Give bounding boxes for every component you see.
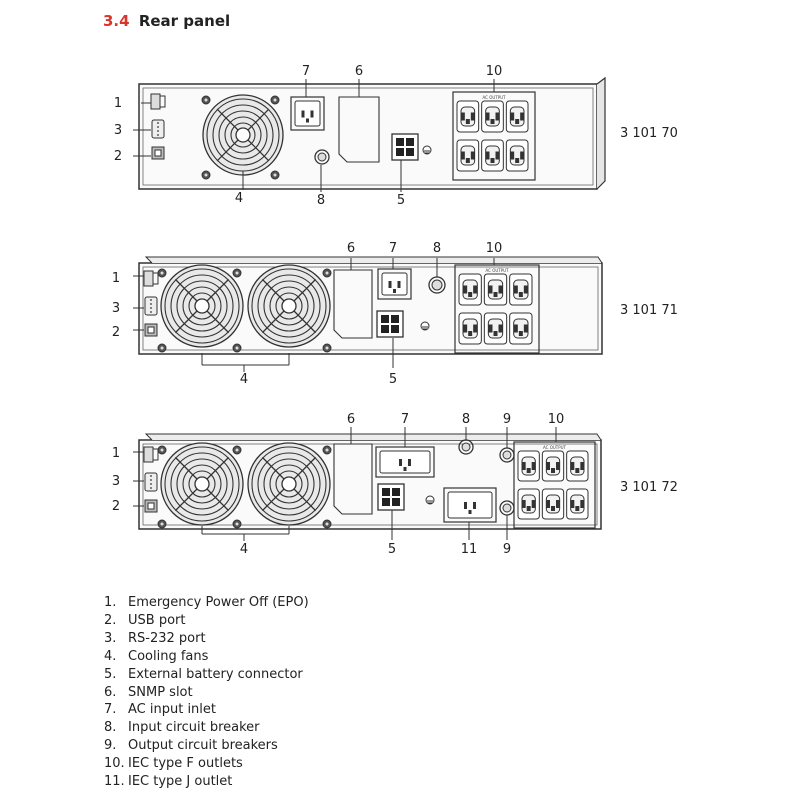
callout-number: 10 [547, 412, 565, 427]
cooling-fan-icon [248, 265, 330, 347]
screw-icon [202, 96, 210, 104]
screw-icon [202, 171, 210, 179]
iec-outlet-icon [506, 140, 528, 171]
iec-outlet-icon [510, 274, 532, 305]
callout-number: 6 [346, 241, 356, 256]
callout-number: 8 [432, 241, 442, 256]
snmp-slot-icon [334, 270, 372, 338]
legend-label: Output circuit breakers [128, 738, 278, 754]
iec-outlet-icon [567, 489, 588, 519]
callout-number: 8 [461, 412, 471, 427]
callout-number: 11 [460, 542, 478, 557]
chassis-top [146, 257, 602, 263]
chassis-side [597, 78, 605, 189]
legend-number: 10. [104, 756, 125, 772]
legend-label: External battery connector [128, 666, 303, 682]
legend-item [104, 666, 309, 684]
callout-number: 4 [239, 372, 249, 387]
iec-outlet-icon [518, 451, 539, 481]
cooling-fan-icon [248, 443, 330, 525]
ac-inlet-icon [291, 97, 324, 130]
model-number: 3 101 72 [620, 480, 678, 495]
legend-item [104, 755, 309, 773]
rs232-port-icon [145, 473, 157, 491]
cooling-fan-icon [161, 265, 243, 347]
iec-outlet-icon [484, 274, 506, 305]
callout-number: 1 [111, 271, 121, 286]
legend-label: RS-232 port [128, 630, 206, 646]
legend-item [104, 719, 309, 737]
legend-label: Input circuit breaker [128, 720, 260, 736]
callout-number: 7 [400, 412, 410, 427]
legend-item [104, 701, 309, 719]
chassis-top [146, 434, 601, 440]
callout-number: 4 [234, 191, 244, 206]
legend-number: 3. [104, 630, 117, 646]
legend-number: 6. [104, 684, 117, 700]
legend-label: IEC type J outlet [128, 774, 233, 790]
legend-item [104, 737, 309, 755]
legend-label: AC input inlet [128, 702, 217, 718]
rs232-port-icon [152, 120, 164, 138]
rs232-port-icon [145, 297, 157, 315]
outlet-bank-caption: AC OUTPUT [485, 268, 509, 273]
usb-port-icon [152, 147, 164, 159]
battery-connector-icon [377, 311, 403, 337]
legend-number: 8. [104, 720, 117, 736]
callout-number: 3 [111, 301, 121, 316]
callout-number: 10 [485, 64, 503, 79]
iec-outlet-icon [567, 451, 588, 481]
legend-item [104, 773, 309, 791]
legend-item [104, 684, 309, 702]
model-number: 3 101 70 [620, 126, 678, 141]
screw-icon [323, 344, 331, 352]
callout-number: 6 [346, 412, 356, 427]
battery-connector-icon [392, 134, 418, 160]
cooling-fan-icon [161, 443, 243, 525]
screw-icon [233, 269, 241, 277]
usb-port-icon [145, 500, 157, 512]
callout-number: 6 [354, 64, 364, 79]
legend-label: IEC type F outlets [128, 756, 243, 772]
battery-connector-icon [378, 484, 404, 510]
screw-icon [323, 520, 331, 528]
panel-3-101-70 [133, 78, 605, 192]
iec-outlet-icon [482, 101, 504, 132]
callout-number: 4 [239, 542, 249, 557]
callout-number: 7 [388, 241, 398, 256]
snmp-slot-icon [339, 97, 379, 162]
callout-number: 3 [113, 123, 123, 138]
callout-number: 5 [396, 193, 406, 208]
legend-number: 7. [104, 702, 117, 718]
cooling-fan-icon [203, 95, 283, 175]
iec-outlet-icon [506, 101, 528, 132]
legend-number: 1. [104, 595, 117, 610]
callout-number: 5 [388, 372, 398, 387]
iec-outlet-icon [510, 313, 532, 344]
screw-icon [323, 446, 331, 454]
legend-number: 9. [104, 738, 117, 754]
iec-outlet-icon [542, 451, 563, 481]
iec-outlet-icon [457, 140, 479, 171]
callout-number: 10 [485, 241, 503, 256]
callout-number: 2 [113, 149, 123, 164]
screw-icon [233, 446, 241, 454]
legend-label: USB port [128, 612, 186, 628]
section-title: Rear panel [138, 12, 231, 30]
outlet-bank-caption: AC OUTPUT [482, 95, 506, 100]
legend-label: SNMP slot [128, 684, 193, 700]
callout-number: 5 [387, 542, 397, 557]
legend-item [104, 612, 309, 630]
screw-icon [271, 96, 279, 104]
callout-number: 2 [111, 499, 121, 514]
iec-outlet-icon [518, 489, 539, 519]
callout-number: 9 [502, 542, 512, 557]
legend-number: 5. [104, 666, 117, 682]
legend-number: 11. [104, 774, 125, 790]
ac-inlet-icon [444, 488, 496, 522]
callout-number: 1 [111, 446, 121, 461]
section-number: 3.4 [103, 12, 130, 30]
screw-icon [233, 344, 241, 352]
legend-label: Emergency Power Off (EPO) [128, 595, 309, 610]
legend-item [104, 648, 309, 666]
ac-inlet-icon [376, 447, 434, 477]
screw-icon [271, 171, 279, 179]
callout-number: 2 [111, 325, 121, 340]
iec-outlet-icon [459, 274, 481, 305]
callout-number: 9 [502, 412, 512, 427]
iec-outlet-icon [459, 313, 481, 344]
iec-outlet-icon [482, 140, 504, 171]
component-legend [104, 594, 309, 791]
outlet-bank-caption: AC OUTPUT [542, 445, 567, 450]
screw-icon [233, 520, 241, 528]
iec-outlet-icon [484, 313, 506, 344]
callout-number: 3 [111, 474, 121, 489]
screw-icon [158, 344, 166, 352]
callout-number: 1 [113, 96, 123, 111]
snmp-slot-icon [334, 444, 372, 514]
callout-number: 8 [316, 193, 326, 208]
ac-inlet-icon [378, 269, 411, 299]
model-number: 3 101 71 [620, 303, 678, 318]
callout-number: 7 [301, 64, 311, 79]
iec-outlet-icon [542, 489, 563, 519]
usb-port-icon [145, 324, 157, 336]
panel-3-101-72 [133, 427, 601, 541]
legend-item [104, 630, 309, 648]
legend-item [104, 594, 309, 612]
panel-3-101-71 [133, 257, 602, 372]
screw-icon [158, 520, 166, 528]
legend-label: Cooling fans [128, 648, 209, 664]
legend-number: 4. [104, 648, 117, 664]
legend-number: 2. [104, 612, 117, 628]
screw-icon [158, 269, 166, 277]
screw-icon [158, 446, 166, 454]
iec-outlet-icon [457, 101, 479, 132]
screw-icon [323, 269, 331, 277]
